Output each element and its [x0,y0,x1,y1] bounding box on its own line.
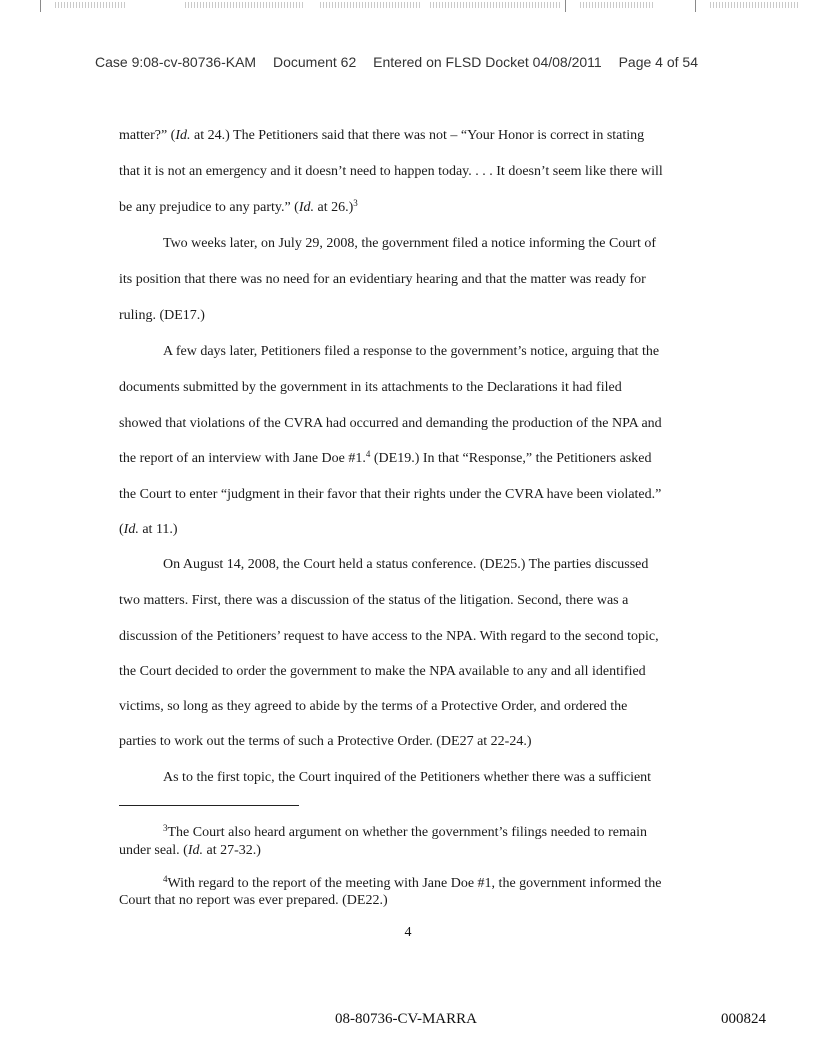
case-number: Case 9:08-cv-80736-KAM [95,54,257,70]
footnote-4-line: Court that no report was ever prepared. (DE22.) [119,893,388,908]
bates-number: 000824 [721,1011,766,1027]
body-line: its position that there was no need for an evidentiary hearing and that the matter was ready for [119,272,646,287]
body-line: parties to work out the terms of such a Protective Order. (DE27 at 22-24.) [119,734,532,749]
footnote-3-line: under seal. (Id. at 27-32.) [119,843,261,858]
docket-header [95,54,735,70]
footnote-4: $^4$With regard to the report of the meeting with Jane Doe #1, the government informed the [163,874,662,891]
body-line: the Court decided to order the government to make the NPA available to any and all identified [119,664,646,679]
body-line: documents submitted by the government in its attachments to the Declarations it had filed [119,380,622,395]
scan-edge-artifacts [0,0,816,14]
body-line: the Court to enter “judgment in their favor that their rights under the CVRA have been violated.” [119,487,662,502]
body-line: Two weeks later, on July 29, 2008, the government filed a notice informing the Court of [163,236,657,251]
body-line: be any prejudice to any party.” (Id. at 26.)$^3$ [119,198,358,215]
body-line: (Id. at 11.) [119,522,178,537]
body-line: matter?” (Id. at 24.) The Petitioners said that there was not – “Your Honor is correct in stating [119,128,645,143]
body-line: that it is not an emergency and it doesn’t need to happen today. . . . It doesn’t seem like there will [119,164,663,179]
footnote-ref-3: 3 [353,198,358,208]
body-line: two matters. First, there was a discussion of the status of the litigation. Second, there was a [119,593,629,608]
body-line: ruling. (DE17.) [119,308,205,323]
body-line: A few days later, Petitioners filed a response to the government’s notice, arguing that the [163,344,660,359]
document-number: Document 62 [272,54,357,70]
body-line: the report of an interview with Jane Doe #1.$^4$ (DE19.) In that “Response,” the Petitioners asked [119,449,652,466]
bates-case-label: 08-80736-CV-MARRA [335,1011,477,1027]
page-of-total: Page 4 of 54 [618,54,698,70]
footnote-3: $^3$The Court also heard argument on whether the government’s filings needed to remain [163,823,647,840]
body-line: As to the first topic, the Court inquired of the Petitioners whether there was a sufficient [163,770,652,785]
body-line: On August 14, 2008, the Court held a status conference. (DE25.) The parties discussed [163,557,649,572]
page-number: 4 [404,925,412,940]
footnote-ref-4: 4 [365,449,371,459]
body-line: showed that violations of the CVRA had occurred and demanding the production of the NPA and [119,416,662,431]
body-line: discussion of the Petitioners’ request to have access to the NPA. With regard to the second topic, [119,629,659,644]
body-line: victims, so long as they agreed to abide by the terms of a Protective Order, and ordered the [119,699,628,714]
docket-entry: Entered on FLSD Docket 04/08/2011 [373,54,602,70]
footnote-divider [119,805,299,806]
